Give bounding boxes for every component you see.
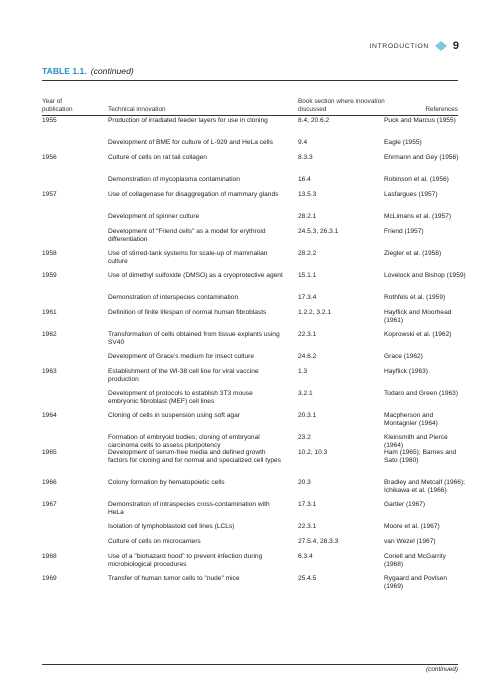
row-technique: Production of irradiated feeder layers for use in cloning [108, 117, 268, 124]
table-continued-label: (continued) [90, 66, 134, 76]
column-header-year: Year of publication [42, 98, 73, 113]
row-reference: McLimans et al. (1957) [384, 213, 452, 220]
row-book-section: 24.6.2 [298, 353, 317, 360]
row-year: 1966 [42, 479, 57, 486]
row-technique: Development of BME for culture of L-929 and HeLa cells [108, 139, 273, 146]
row-technique: Use of collagenase for disaggregation of mammary glands [108, 191, 279, 198]
row-technique: Use of dimethyl sulfoxide (DMSO) as a cryoprotective agent [108, 272, 283, 279]
row-technique: Establishment of the WI-38 cell line for viral vaccine production [108, 368, 259, 383]
row-reference: Gartler (1967) [384, 501, 426, 508]
row-year: 1963 [42, 368, 57, 375]
row-reference: Hayflick and Moorhead (1961) [384, 309, 452, 324]
row-book-section: 17.3.4 [298, 294, 317, 301]
table-row [42, 213, 458, 228]
row-book-section: 8.3.3 [298, 154, 313, 161]
page-number: 9 [452, 40, 459, 52]
row-year: 1958 [42, 250, 57, 257]
row-reference: Ziegler et al. (1958) [384, 250, 442, 257]
row-reference: Todaro and Green (1963) [384, 390, 459, 397]
table-label: TABLE 1.1. [42, 66, 87, 76]
row-book-section: 22.3.1 [298, 523, 317, 530]
row-reference: Friend (1957) [384, 228, 424, 235]
table-body [42, 117, 466, 590]
row-technique: Demonstration of interspecies contamination [108, 294, 239, 301]
row-book-section: 16.4 [298, 176, 311, 183]
row-book-section: 25.4.5 [298, 575, 317, 582]
row-technique: Isolation of lymphoblastoid cell lines (LCLs) [108, 523, 235, 530]
table-row [42, 309, 458, 331]
row-technique: Formation of embryoid bodies; cloning of embryonal carcinoma cells to assess pluripotency [108, 434, 260, 449]
row-year: 1959 [42, 272, 57, 279]
table-row [42, 523, 458, 538]
row-book-section: 20.3.1 [298, 412, 317, 419]
row-reference: van Wezel (1967) [384, 538, 436, 545]
table-row [42, 250, 458, 272]
row-technique: Culture of cells on rat tail collagen [108, 154, 207, 161]
table-caption [42, 66, 134, 76]
row-book-section: 27.5.4, 28.3.3 [298, 538, 339, 545]
row-technique: Development of Grace's medium for insect culture [108, 353, 255, 360]
row-reference: Bradley and Metcalf (1966); Ichikawa et al. (1966) [384, 479, 465, 494]
row-book-section: 6.3.4 [298, 553, 313, 560]
table-row [42, 117, 458, 139]
table-row [42, 331, 458, 353]
row-technique: Use of a "biohazard hood" to prevent infection during microbiological procedures [108, 553, 263, 568]
row-book-section: 24.5.3, 26.3.1 [298, 228, 339, 235]
row-book-section: 10.2, 10.3 [298, 449, 328, 456]
row-year: 1957 [42, 191, 57, 198]
table-row [42, 434, 458, 449]
column-header-book-section: Book section where innovation discussed [298, 98, 385, 113]
table-row [42, 479, 465, 501]
row-technique: Development of spinner culture [108, 213, 200, 220]
row-year: 1962 [42, 331, 57, 338]
table-row [42, 390, 458, 412]
row-book-section: 20.3 [298, 479, 311, 486]
diamond-icon [435, 41, 447, 51]
row-reference: Lovelock and Bishop (1959) [384, 272, 466, 279]
row-year: 1956 [42, 154, 57, 161]
row-technique: Use of stirred-tank systems for scale-up of mammalian culture [108, 250, 268, 265]
row-book-section: 17.3.1 [298, 501, 317, 508]
row-year: 1969 [42, 575, 57, 582]
row-year: 1965 [42, 449, 57, 456]
row-book-section: 1.3 [298, 368, 308, 375]
row-year: 1964 [42, 412, 57, 419]
table-row [42, 154, 458, 176]
row-reference: Robinson et al. (1956) [384, 176, 449, 183]
row-year: 1967 [42, 501, 57, 508]
row-book-section: 8.4, 20.6.2 [298, 117, 330, 124]
row-technique: Transfer of human tumor cells to "nude" mice [108, 575, 240, 582]
row-reference: Hayflick (1963) [384, 368, 428, 375]
row-technique: Development of "Friend cells" as a model for erythroid differentiation [108, 228, 266, 243]
table-top-rule [42, 80, 458, 81]
footer-continued: (continued) [426, 666, 458, 673]
row-reference: Puck and Marcus (1955) [384, 117, 456, 124]
row-technique: Demonstration of mycoplasma contamination [108, 176, 240, 183]
running-head [370, 40, 459, 52]
row-technique: Development of protocols to establish 3T3 mouse embryonic fibroblast (MEF) cell lines [108, 390, 253, 405]
row-reference: Eagle (1955) [384, 139, 422, 146]
table-row [42, 272, 466, 294]
row-book-section: 23.2 [298, 434, 311, 441]
row-reference: Rothfels et al. (1959) [384, 294, 446, 301]
row-technique: Colony formation by hematopoietic cells [108, 479, 225, 486]
row-year: 1955 [42, 117, 57, 124]
row-reference: Moore et al. (1967) [384, 523, 440, 530]
row-technique: Culture of cells on microcarriers [108, 538, 201, 545]
column-header-technique: Technical innovation [108, 105, 166, 113]
table-row [42, 176, 458, 191]
table-row [42, 575, 458, 590]
row-book-section: 9.4 [298, 139, 308, 146]
row-book-section: 15.1.1 [298, 272, 317, 279]
row-technique: Demonstration of intraspecies cross-contamination with HeLa [108, 501, 270, 516]
row-technique: Definition of finite lifespan of normal human fibroblasts [108, 309, 267, 316]
row-book-section: 3.2.1 [298, 390, 313, 397]
running-head-section: INTRODUCTION [369, 42, 429, 50]
table-row [42, 412, 458, 434]
row-book-section: 13.5.3 [298, 191, 317, 198]
row-technique: Transformation of cells obtained from tissue explants using SV40 [108, 331, 280, 346]
table-row [42, 294, 458, 309]
table-row [42, 191, 458, 213]
row-year: 1961 [42, 309, 57, 316]
table-row [42, 228, 458, 250]
row-book-section: 28.2.2 [298, 250, 317, 257]
row-reference: Rygaard and Povlsen (1969) [384, 575, 448, 590]
row-reference: Lasfargues (1957) [384, 191, 438, 198]
table-row [42, 538, 458, 553]
table-bottom-rule [42, 664, 458, 665]
table-row [42, 368, 458, 390]
table-row [42, 353, 458, 368]
row-reference: Coriell and McGarrity (1968) [384, 553, 446, 568]
row-book-section: 1.2.2, 3.2.1 [298, 309, 331, 316]
column-header-references: References [425, 105, 458, 113]
row-book-section: 22.3.1 [298, 331, 317, 338]
table-row [42, 553, 458, 575]
row-reference: Grace (1962) [384, 353, 423, 360]
row-technique: Development of serum-free media and defined growth factors for cloning and for normal and specialized cell types [108, 449, 281, 464]
table-row [42, 449, 458, 479]
table-header-rule [42, 115, 458, 116]
row-reference: Koprowski et al. (1962) [384, 331, 452, 338]
row-reference: Macpherson and Montagnier (1964) [384, 412, 438, 427]
row-year: 1968 [42, 553, 57, 560]
table-header [42, 82, 458, 114]
row-reference: Ehrmann and Gey (1956) [384, 154, 459, 161]
row-book-section: 28.2.1 [298, 213, 317, 220]
row-reference: Kleinsmith and Pierce (1964) [384, 434, 448, 449]
row-technique: Cloning of cells in suspension using soft agar [108, 412, 240, 419]
row-reference: Ham (1965); Barnes and Sato (1980) [384, 449, 457, 464]
table-row [42, 501, 458, 523]
table-row [42, 139, 458, 154]
